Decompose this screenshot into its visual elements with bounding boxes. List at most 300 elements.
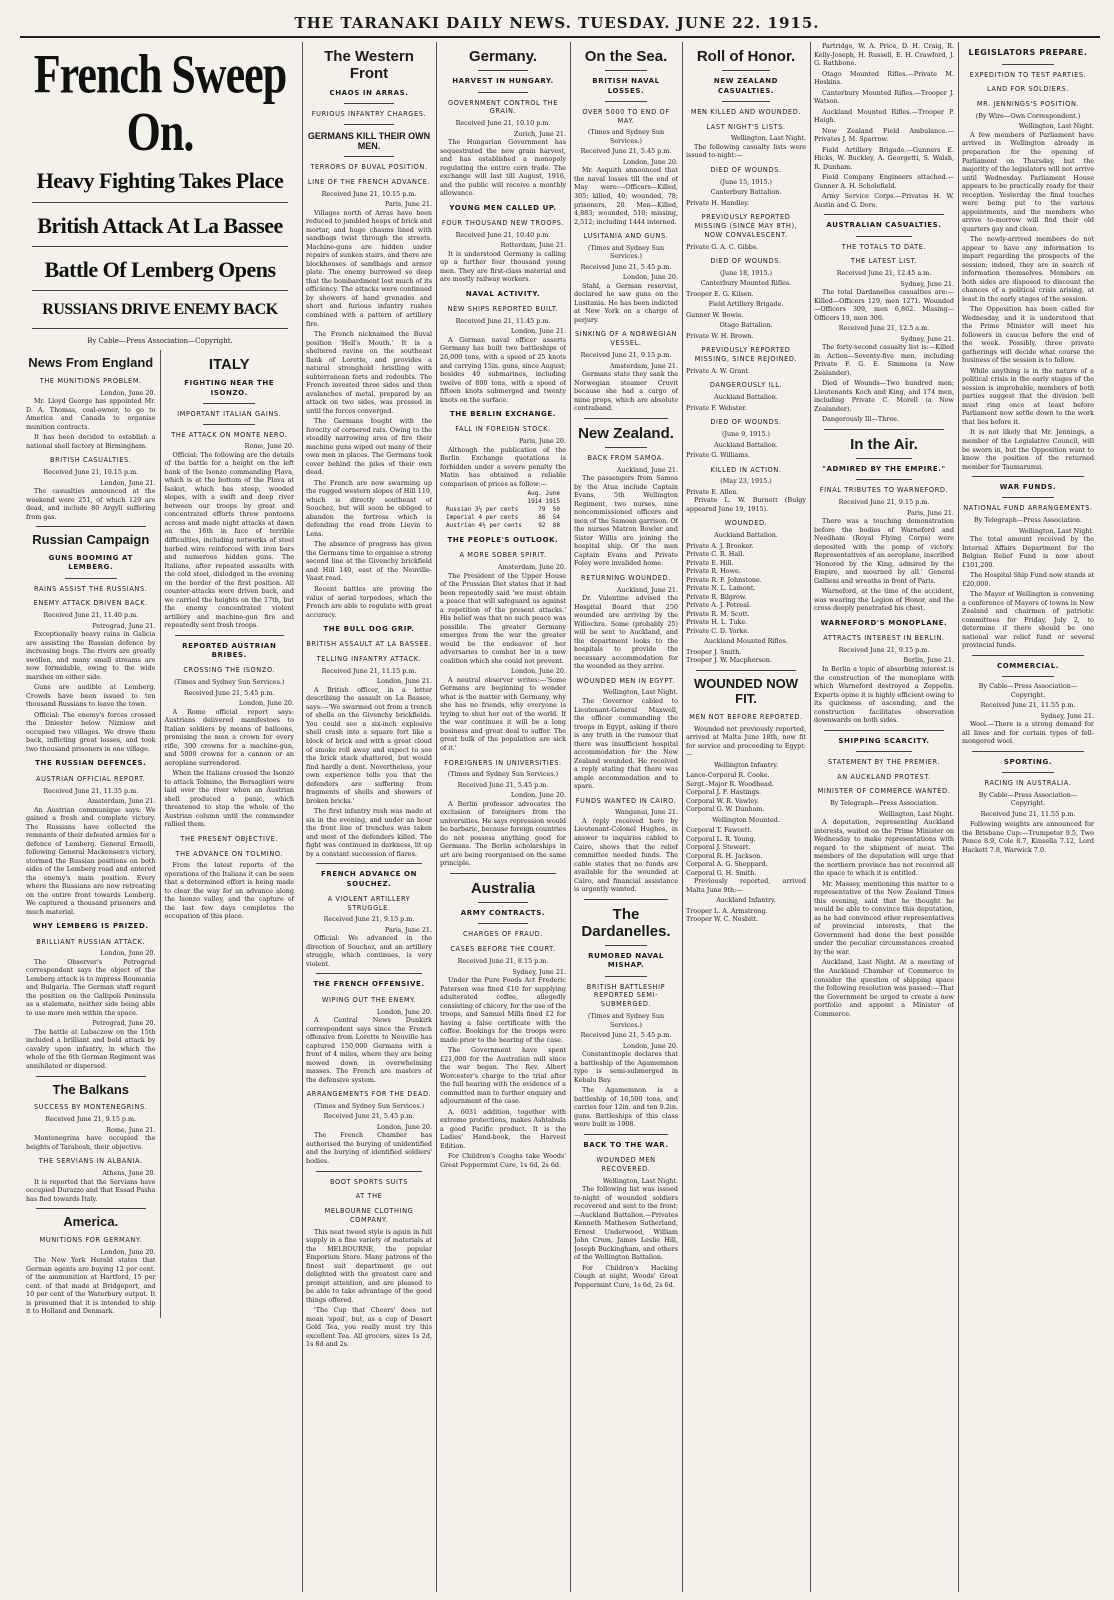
subhead: MEN KILLED AND WOUNDED. [690,107,802,116]
subhead: FRENCH ADVANCE ON SOUCHEZ. [320,870,418,888]
table-cell: 92 [538,522,546,530]
subhead: LEGISLATORS PREPARE. [968,48,1088,57]
table-cell: 1914 [527,498,542,506]
subhead: WAR FUNDS. [999,483,1057,492]
list-item: Trooper J. Smith. [686,647,742,656]
paragraph: It is reported that the Servians have occupied Durazzo and that Essad Pasha has fled towards Italy. [26,1177,156,1203]
subhead: AN AUCKLAND PROTEST. [837,772,931,781]
subhead: SPORTING. [1003,757,1053,766]
paragraph: A reply received here by Lieutenant-Colonel Hughes, in answer to inquiries cabled to Cairo, shows that the relief committee needed funds. The cable states that no funds are available for the wounded at Cairo, and financial assistance is urgently wanted. [574,816,678,894]
section-england: News From England [28,354,154,370]
dateline: Received June 21, 5.45 p.m. [183,688,275,697]
subhead: BRITISH NAVAL LOSSES. [592,77,660,95]
paragraph: A German naval officer asserts Germany has built two battleships of 26,000 tons, with a speed of 25 knots and carrying 15in. guns, since August; besides 40 submarines, including twelve of 800 tons, with a speed of fifteen knots submerged and twenty knots on the surface. [440,335,566,404]
paragraph: The casualties announced at the weekend were 251, of which 129 are dead, and include 80 Argyll suffering from gas. [26,487,156,521]
paragraph: The Agamemnon is a battleship of 16,500 tons, and carries four 12in. and ten 9.2in. guns. Battleships of this class were built in 1908. [574,1086,678,1129]
column-rule [682,42,683,1592]
paragraph: Wounded not previously reported, arrived at Malta June 18th, now fit for service and proceeding to Egypt:— [686,724,806,759]
list-item: Private A. J. Brooker. [686,541,754,550]
list-item: Private H. L. Tuke. [686,618,748,627]
table-cell: 54 [552,514,560,522]
paragraph: A deputation, representing Auckland interests, waited on the Prime Minister on Wednesday to make representations with regard to the shipment of meat. The members of the deputation will urge that the northern province has not received all the space to which it is entitled. [814,818,954,878]
dateline: Received June 21, 12.45 a.m. [836,269,932,278]
subhead: WIPING OUT THE ENEMY. [321,995,417,1004]
paragraph: An Austrian communique says: We gained a fresh and complete victory. The Russians have collected the remnants of their defeated armies for a defence of Lemberg. General Ermolli, following General Mackensen's victory, stormed the Russian positions on both sides of the Lemberg road and entered the enemy's main position. Every where the Russians are now retreating on the entire front towards Lemberg. We captured a thousand prisoners and much material. [26,805,156,916]
paragraph: Stahl, a German reservist, declared he saw guns on the Lusitania. He has been indicted at New York on a charge of perjury. [574,281,678,324]
paragraph: The Observer's Petrograd correspondent says the object of the Lemberg attack is to impress Roumania and Bulgaria. The German staff regard the position on the Gallipoli Peninsula as a stalemate, neither side being able to use more men within the space. [26,957,156,1017]
list-item: Private C. R. Hall. [686,550,745,559]
subhead: TELLING INFANTRY ATTACK. [316,655,422,664]
table-cell: 79 [538,506,546,514]
paragraph: The first infantry rush was made at six in the evening, and under an hour the front line of trenches was taken and most of the defenders killed. The fight was continued in darkness, lit up by a constant succession of flares. [306,807,432,858]
subhead: LAND FOR SOLDIERS. [986,85,1069,94]
subhead: IMPORTANT ITALIAN GAINS. [177,409,282,418]
masthead-rule [20,36,1100,38]
subhead: WHY LEMBERG IS PRIZED. [32,922,149,931]
dateline: Received June 21, 5.45 p.m. [457,780,549,789]
advertisement: For Children's Hacking Cough at night, Woods' Great Peppermint Cure, 1s 6d, 2s 6d. [574,1263,678,1289]
paragraph: Mr. Asquith announced that the naval losses till the end of May were:—Officers—Killed, 305; killed, 40; wounded, 78; prisoners, 20. Men—Killed, 4,883; wounded, 510; missing, 2,512; including 1444 interned. [574,166,678,226]
exchange-table [446,490,560,530]
section-dardanelles: The Dardanelles. [581,905,671,940]
sub-columns [22,350,298,1318]
subhead: RETURNING WOUNDED. [581,573,671,582]
subhead: THE BERLIN EXCHANGE. [449,410,557,419]
dateline: Received June 21, 5.45 p.m. [580,262,672,271]
paragraph: Dr. Valentine advised the Hospital Board that 250 wounded are arriving by the Willochra. Some (probably 25) will be sent to Auckland, and the department looks to the hospitals to provide the necessary accommodation for the wounded as they arrive. [574,594,678,671]
subhead: NATIONAL FUND ARRANGEMENTS. [963,504,1093,513]
dateline: Paris, June 21. [384,925,432,934]
subhead: SINKING OF A NORWEGIAN VESSEL. [575,330,677,348]
paragraph: It is not likely that Mr. Jennings, a member of the Legislative Council, will be sworn in, but the Opposition want to know the position of the returned member for Taumarunui. [962,428,1094,471]
paragraph: The Hospital Ship Fund now stands at £20,000. [962,571,1094,588]
paragraph: New Zealand Field Ambulance.—Privates J. M. Sparrow. [814,126,954,144]
list-item: Private C. D. Yorke. [686,626,750,635]
paragraph: It is understood Germany is calling up a further four thousand young men. They are first-class material and are mostly railway workers. [440,249,566,284]
paragraph: While anything is in the nature of a political crisis in the early stages of the session is improbable, members of both parties suggest that the division bell must ring once at least before Parliament now settle down to the work that lies before it. [962,366,1094,426]
subhead: OVER 5000 TO END OF MAY. [582,107,670,125]
subhead: WOUNDED MEN IN EGYPT. [576,676,676,685]
dateline: Received June 21, 9.15 p.m. [580,350,672,359]
table-row [446,522,560,530]
subhead: DIED OF WOUNDS. [710,418,782,427]
headline: GERMANS KILL THEIR OWN MEN. [307,130,431,151]
subhead: MUNITIONS FOR GERMANY. [39,1236,142,1245]
paragraph: The forty-second casualty list is:—Killed in Action—Seventy-five men, including Private F. G. E. Simmons (a New Zealander). [814,343,954,377]
dateline: Received June 21, 11.15 p.m. [321,666,417,675]
subhead: STATEMENT BY THE PREMIER. [827,757,941,766]
list-item: Private R. M. Scott. [686,609,750,618]
list-item: Private G. Williams. [686,451,750,460]
section-italy: ITALY [208,355,250,373]
dateline: London, June 21. [376,677,432,686]
paragraph: A few members of Parliament have arrived in Wellington already in preparation for the opening of Parliament on Thursday, but the majority of the legislators will not arrive until Wednesday. Parliament House appears to be practically ready for their reception. Yesterday the final touches were being put to the various appointments, and the members who arrive to-morrow will find their old quarters gay and clean. [962,130,1094,233]
paragraph: From the latest reports of the operations of the Italians it can be seen that a determined effort is being made to clear the way for an advance along the Isonzo valley, and the capture of the last few days completes the occupation of this place. [164,861,294,921]
list-item: Wellington Infantry. [713,760,779,769]
paragraph: Field Company Engineers attached.—Gunner A. H. Scholefield. [814,173,954,190]
dateline: Paris, June 21. [906,508,954,517]
list-item: Private A. J. Petreal. [686,601,752,610]
subhead: THE BULL DOG GRIP. [323,625,415,634]
headline-la-bassee: British Attack At La Bassee [37,212,283,238]
table-cell: 86 [538,514,546,522]
paragraph: Otago Mounted Rifles.—Private M. Hoskins. [814,69,954,87]
paragraph: Under the Pure Foods Act Frederic Paterson was fined £10 for supplying adulterated coffee, allegedly consisting of chicory, for the use of the troops, and Samuel Mills fined £2 for having a false certificate with the coffee. Bookings for the troops were made prior to the hearing of the case. [440,976,566,1044]
subhead: MELBOURNE CLOTHING COMPANY. [324,1207,414,1224]
subhead: LAST NIGHT'S LISTS. [706,122,786,131]
section-balkans: The Balkans [52,1081,130,1097]
paragraph: Official: The enemy's forces crossed the Dniester below Nizniow and occupied two villages. We drove them back, inflicting great losses, and took two thousand prisoners in one village. [26,710,156,753]
list-item: Private N. L. Lamont. [686,584,756,593]
subhead: CHARGES OF FRAUD. [462,930,544,939]
paragraph: The Germans fought with the ferocity of cornered rats. Owing to the steadily narrowing area of fire their machine guns wiped out many of their own men in places. The Germans took cover behind the piles of their own dead. [306,417,432,477]
subhead: DIED OF WOUNDS. [710,165,782,174]
subhead: ARRANGEMENTS FOR THE DEAD. [306,1090,432,1099]
section-in-the-air: In the Air. [850,435,918,453]
headline-russians: RUSSIANS DRIVE ENEMY BACK [42,301,278,319]
paragraph: Constantinople declares that a battleship of the Agamemnon type is semi-submerged in Kebalu Bay. [574,1050,678,1084]
paragraph: A Berlin professor advocates the exclusion of foreigners from the universities. He says repression would be barbaric, because foreign countries do not possess anything good for Germans. The Berlin scholarships in art are being reorganised on the same principle. [440,799,566,868]
list-item: Private R. Howe. [686,567,741,576]
dateline: Received June 21, 5.45 p.m. [580,1031,672,1040]
dateline: Received June 21, 10.10 p.m. [455,119,551,128]
dateline: London, June 20. [510,791,566,800]
list-item: Lance-Corporal R. Cooke. [686,771,770,780]
dateline: Wanganui, June 21. [615,808,678,817]
paragraph: A British officer, in a letter describing the assault on La Bassee, says:—'We swarmed out from a trench of shells on the Givenchy brickfields. You could see a six-inch explosive shell crash into a square fort like a block of brick and with a great cloud of smoke roll away and expect to see the brick stack shattered, but would find hardly a dent. Nevertheless, your own experience tells you that the defenders are suffering from fragments of shells and showers of broken bricks.' [306,685,432,805]
section-australia: Australia [470,879,536,897]
dateline: Rome, June 21. [106,1125,156,1134]
paragraph: The Mayor of Wellington is convening a conference of Mayors of towns in New Zealand and chairmen of patriotic committees for Friday, July 2, to determine if there should be one national war relief fund or several provincial funds. [962,590,1094,650]
paragraph: The French nicknamed the Buval position 'Hell's Mouth.' It is a sheltered ravine on the southeast flank of Lorette, and provides a natural stronghold bristling with subterranean forts and redoubts. The French invested three sides and then avalanches of metal, prepared by an attack on two sides, was pressed in until the forces converged. [306,330,432,415]
dateline: London, June 21. [100,478,156,487]
paragraph: Recent battles are proving the value of aerial torpedoes, which the French are able to regulate with great accuracy. [306,584,432,619]
dateline: Received June 21, 9.15 p.m. [323,915,415,924]
list-item: Auckland Mounted Rifles. [704,637,788,646]
dateline: Received June 21, 9.15 p.m. [45,1115,137,1124]
table-cell: Austrian 4½ per cents [446,522,522,530]
subhead: DANGEROUSLY ILL. [709,381,783,390]
subhead: CASES BEFORE THE COURT. [450,945,556,954]
dateline: Wellington, Last Night. [602,688,678,697]
paragraph: The following list was issued to-night of wounded soldiers recovered and sent to the front:—Auckland Battalion.—Privates Kenneth Matheson Sutherland, Ernest Underwood, William John Crum, James Leslie Hill, Joseph Buckingham, and others of the Wellington Battalion. [574,1185,678,1262]
dateline: Athens, June 20. [102,1169,156,1178]
paragraph: A neutral observer writes:—'Some Germans are beginning to wonder what is the matter with Germany, why she has no friends, why everyone is trying to shut her out of the world. If the war continues it will be a long business and great deal to suffer. The great bulk of the population are sick of it.' [440,675,566,752]
paragraph: Dangerously Ill—Three. [822,415,899,424]
advertisement: For Children's Coughs take Woods' Great Peppermint Cure, 1s 6d, 2s 6d. [440,1152,566,1169]
subhead: RUMORED NAVAL MISHAP. [588,952,664,970]
subhead: GOVERNMENT CONTROL THE GRAIN. [448,98,558,116]
dateline: (Times and Sydney Sun Services.) [587,243,665,261]
dateline: By Telegraph—Press Association. [829,799,939,808]
dateline: Auckland, June 21. [616,465,678,474]
list-item: Corporal L. R. Young. [686,834,756,843]
subhead: DIED OF WOUNDS. [710,257,782,266]
paragraph: The total Dardanelles casualties are:—Killed—Officers 129, men 1271. Wounded—Officers 309, men 6,862. Missing—Officers 19, men 306. [814,288,954,322]
list-item: Corporal T. Fawcett. [686,826,752,835]
subhead: COMMERCIAL. [996,661,1060,670]
subhead: WARNEFORD'S MONOPLANE. [820,618,948,627]
dateline: Received June 21, 12.5 a.m. [838,324,930,333]
list-item: Auckland Infantry. [716,896,776,905]
subhead: FOUR THOUSAND NEW TROOPS. [441,219,565,228]
subhead: WOUNDED MEN RECOVERED. [596,1155,656,1173]
subhead: CROSSING THE ISONZO. [183,666,276,675]
dateline: By Cable—Press Association—Copyright. [978,682,1078,699]
paragraph: Partridge, W. A. Price, D. H. Craig, R. Kelly-Joseph, H. Russell, E. H. Crawford, J. G. Rathbone. [814,42,954,68]
dateline: Received June 21, 9.15 p.m. [838,645,930,654]
list-item: Corporal R. H. Jackson. [686,851,763,860]
dateline: Amsterdam, June 21. [87,797,156,806]
paragraph: Guns are audible at Lemberg. Crowds have been issued to ten thousand Russians to leave the town. [26,683,156,709]
paragraph: The passengers from Samoa by the Atua include Captain Evans, 5th Wellington Regiment, two nurses, nine noncommissioned officers and men of the Samoan garrison. Of the nurses Matron Bowler and Sister Willis are joining the hospital ship. Of the men Captain Evans and Private Foley were invalided home. [574,474,678,568]
paragraph: The newly-arrived members do not appear to have any information to impart regarding the prospects of the session; indeed, they are in search of information themselves. Members on both sides are disposed to discount the chances of a political crisis arising, at least in the early stages of the session. [962,235,1094,303]
list-item: Corporal A. G. Sheppard. [686,860,768,869]
paragraph: The total amount received by the Internal Affairs Department for the Belgian Relief Fund is now about £101,200. [962,535,1094,569]
sub-column-right [160,350,299,1318]
dateline: London, June 20. [376,1007,432,1016]
list-item: Wellington Mounted. [712,815,780,824]
headline-main: French Sweep On. [33,43,287,163]
paragraph: Official: The following are the details of the battle for a height on the left bank of the Isonzo commanding Plava, which is at the bottom of the Plava at Isakut, which has steep, wooded slopes, with a swift and deep river between our troops by great and concentrated efforts threw pontoons across and made night attacks at dawn on the 16th in face of terrible difficulties, including networks of steel barbed wire reinforced with iron bars and numerous hidden guns. The Italians, after repeated assaults with the cold steel, dislodged in the evening on the border of the first position. All counter-attacks were driven back, and we carried the heights on the 17th, but the enemy concentrated violent artillery and machine-gun fire and repeatedly sent fresh troops. [164,450,294,630]
list-item: Trooper L. A. Armstrong. [686,906,768,915]
paragraph: Previously reported, arrived Malta June 9th:— [686,877,806,894]
paragraph: The absence of progress has given the Germans time to organise a strong second line at the Givenchy brickfield and Hill 140, east of the Neuville-Vaast road. [306,540,432,583]
paragraph: Official: We advanced in the direction of Souchez, and an artillery struggle, which continues, is very violent. [306,934,432,968]
dateline: Sydney, June 21. [900,334,954,343]
subhead: "ADMIRED BY THE EMPIRE." [822,465,946,474]
subhead: AUSTRIAN OFFICIAL REPORT. [35,774,146,783]
list-item: Auckland Battalion. [714,440,778,449]
paragraph: Villages north of Arras have been reduced to jumbled heaps of brick and mortar, and huge chasms lined with sandbags twist through the streets. Machine-guns are hidden under repairs of sunken stairs, and there are blockhouses of sandbags and armor plate. The enemy burrowed so deep that the bombardment lost much of its efficiency. The attacks were continued by showers of hand grenades and short and furious infantry rushes combined with a pattern of artillery fire. [306,208,432,328]
dateline: London, June 20. [622,273,678,282]
subhead: KILLED IN ACTION. [710,465,782,474]
headline-heavy-fighting: Heavy Fighting Takes Place [36,168,284,194]
subhead: THE RUSSIAN DEFENCES. [35,759,147,768]
subhead: CHAOS IN ARRAS. [329,88,409,97]
table-cell: 1915 [545,498,560,506]
section-germany: Germany. [468,48,538,65]
subhead: WOUNDED. [724,519,768,528]
subhead: FIGHTING NEAR THE ISONZO. [184,379,275,397]
subhead: ENEMY ATTACK DRIVEN BACK. [33,599,148,608]
section-western-front: The Western Front [324,48,414,83]
column-legislators [962,42,1094,1592]
dateline: Amsterdam, June 20. [497,563,566,572]
dateline: Sydney, June 21. [1040,711,1094,720]
dateline: London, June 20. [622,157,678,166]
subhead: LUSITANIA AND GUNS. [583,232,669,241]
subhead: FUNDS WANTED IN CAIRO. [575,796,677,805]
list-item: Private R. Bilgrow. [686,592,747,601]
subhead: GUNS BOOMING AT LEMBERG. [48,554,133,572]
subhead: BOOT SPORTS SUITS [329,1177,409,1186]
paragraph: Mr. Lloyd George has appointed Mr. D. A. Thomas, coal-owner, to go to America and Canada to organise munition contracts. [26,397,156,431]
list-item: Private R. F. Johnstone. [686,575,762,584]
subhead: NAVAL ACTIVITY. [465,289,541,298]
dateline: Wellington, Last Night. [602,1176,678,1185]
subhead: THE LATEST LIST. [850,257,918,266]
subhead: SUCCESS BY MONTENEGRINS. [34,1103,148,1112]
list-item: (June 9, 1915.) [721,430,771,439]
dateline: (Times and Sydney Sun Services.) [587,1011,665,1029]
dateline: Received June 21, 10.15 p.m. [43,468,139,477]
table-row [446,514,560,522]
paragraph: It has been decided to establish a national shell factory at Birmingham. [26,433,156,450]
subhead: THE ATTACK ON MONTE NERO. [171,430,288,439]
dateline: London, June 20. [238,699,294,708]
list-item: Corporal G. W. Dunham. [686,805,765,814]
dateline: Petrograd, June 21. [92,621,156,630]
subhead: BRILLIANT RUSSIAN ATTACK. [36,937,146,946]
paragraph: When the Italians crossed the Isonzo to attack Tolmino, the Bersaglieri were laid over the river when an Austrian shell produced a panic, which threatened to stop the whole of the Austrian column until the commander rallied them. [164,769,294,829]
table-cell: 50 [552,506,560,514]
subhead: MEN NOT BEFORE REPORTED. [689,712,803,721]
paragraph: Wool.—There is a strong demand for all lines and for certain types of fell-mongered wool. [962,720,1094,746]
paragraph: A. 6031 addition, together with extreme protections, makes Ashtabula a good Pacific product. It is the Ladies' Hand-book, the Harvest Edition. [440,1107,566,1150]
list-item: Corporal G. H. Smith. [686,868,757,877]
paragraph: Mr. Massey, mentioning this matter to a representative of the New Zealand Times this evening, said that he thought he would be able to convince this deputation, as he had convinced other representatives of provincial interests, that the Government had done the best possible under the peculiar circumstances created by the war. [814,879,954,956]
subhead: THE FRENCH OFFENSIVE. [313,980,425,989]
section-wounded-now-fit: WOUNDED NOW FIT. [694,675,798,706]
dateline: Zurich, June 21. [513,129,566,138]
column-western-front [306,42,432,1592]
dateline: London, June 20. [100,949,156,958]
dateline: Wellington, Last Night. [878,809,954,818]
dateline: London, June 20. [376,1122,432,1131]
paragraph: Although the publication of the Berlin Exchange quotations is forbidden under a severe penalty the Matin has obtained a reliable comparison of prices as follow:— [440,445,566,488]
section-russian-campaign: Russian Campaign [32,532,150,548]
paragraph: Germans state they sank the Norwegian steamer Cruvit because she had a cargo of mine props, which are absolute contraband. [574,370,678,413]
paragraph: The French are now swarming up the rugged western slopes of Hill 119, which is directly southeast of Souchez, but will soon be obliged to abandon the fortress which is defending the road from Lievin to Lens. [306,478,432,538]
list-item: Auckland Battalion. [714,393,778,402]
subhead: PREVIOUSLY REPORTED MISSING, SINCE REJOINED. [694,346,798,364]
masthead: THE TARANAKI DAILY NEWS. TUESDAY. JUNE 22. 1915. [294,14,820,32]
list-item: Otago Battalion. [719,321,773,330]
subhead: AUSTRALIAN CASUALTIES. [826,221,942,230]
list-item: Trooper W. C. Nesbitt. [686,915,759,924]
list-item: Gunner W. Bowie. [686,310,744,319]
subhead: NEW SHIPS REPORTED BUILT. [447,305,559,314]
section-new-zealand: New Zealand. [578,424,674,442]
subhead: A VIOLENT ARTILLERY STRUGGLE. [327,894,411,912]
section-roll-of-honor: Roll of Honor. [696,48,796,65]
subhead: THE PEOPLE'S OUTLOOK. [447,536,559,545]
subhead: EXPEDITION TO TEST PARTIES. [969,70,1087,79]
column-rule [958,42,959,1592]
column-on-the-sea [574,42,678,1592]
paragraph: Auckland Mounted Rifles.—Trooper P. Haigh. [814,107,954,125]
list-item: (May 23, 1915.) [720,477,772,486]
paragraph: Canterbury Mounted Rifles.—Trooper J. Watson. [814,88,954,106]
table-row [446,506,560,514]
paragraph: Private L. W. Burnett (Bulgy appeared June 19, 1915). [686,496,806,513]
dateline: London, June 21. [510,327,566,336]
column-rule [810,42,811,1592]
subhead: AT THE [355,1192,383,1201]
paragraph: A Central News Dunkirk correspondent says since the French offensive from Lorette to Neuville has captured 150,000 Germans with a front of 4 miles, where they are being mowed down in overwhelming masses. The French are masters of the defensive system. [306,1016,432,1084]
paragraph: The Government have spent £21,000 for the Australian mill since the war began. The Rev. Albert Worcester's charge to the trial after the full hearing with the evidence of a committed man to further enquiry and adjournment of the case. [440,1046,566,1106]
table-cell: 88 [552,522,560,530]
subhead: MINISTER OF COMMERCE WANTED. [817,787,951,796]
subhead: A MORE SOBER SPIRIT. [459,551,547,560]
dateline: Wellington, Last Night. [730,134,806,143]
list-item: Trooper J. W. Macpherson. [686,656,772,665]
column-main-headline [22,42,298,1592]
dateline: Received June 21, 10.15 p.m. [321,189,417,198]
byline: By Cable—Press Association—Copyright. [87,336,233,345]
paragraph: The Governor cabled to Lieutenant-General Maxwell, the officer commanding the troops in Egypt, asking if there is any truth in the rumour that there was insufficient hospital accommodation for the New Zealand wounded. He received a reply stating that there was ample accommodation and to spare. [574,697,678,791]
dateline: Paris, June 20. [518,437,566,446]
paragraph: The Hungarian Government has sequestrated the new grain harvest, and has established a monopoly regulating the entire corn trade. The exchange will last till August, 1916, and the public will receive a monthly allowance. [440,138,566,198]
list-item: Private W. H. Brown. [686,331,754,340]
list-item: (June 15, 1915.) [719,177,773,186]
subhead: BRITISH CASUALTIES. [50,456,132,465]
sub-column-left [22,350,160,1318]
paragraph: The battle at Lubaczow on the 15th included a brilliant and bold attack by cavalry upon infantry, in which the whole of the 6th German Regiment was annihilated or dispersed. [26,1027,156,1070]
paragraph: Died of Wounds—Two hundred men; Lieutenants Koch and King, and 174 men, including Private C. Morell (a New Zealander). [814,379,954,413]
column-rule [436,42,437,1592]
list-item: Private G. A. C. Gibbs. [686,242,759,251]
dateline: Received June 21, 11.55 p.m. [980,809,1076,818]
dateline: London, June 20. [622,1041,678,1050]
dateline: Sydney, June 21. [512,967,566,976]
subhead: REPORTED AUSTRIAN BRIBES. [182,641,277,659]
paragraph: The President of the Upper House of the Prussian Diet states that it had been repeatedly said 'we must obtain a peace that will safeguard us against a repetition of the present attacks.' His belief was that no such peace was possible. The greater Germany emerges from the war the greater would be the endeavor of her adversaries to combat her in a new coalition which she could not prevent. [440,571,566,665]
dateline: Berlin, June 21. [903,656,954,665]
list-item: Field Artillery Brigade. [708,300,784,309]
subhead: THE TOTALS TO DATE. [841,242,927,251]
dateline: (Times and Sydney Sun Services.) [174,678,285,687]
list-item: Corporal J. F. Hastings. [686,788,762,797]
dateline: Rotterdam, June 21. [500,241,566,250]
dateline: Received June 21, 11.45 p.m. [455,316,551,325]
paragraph: There was a touching demonstration before the bodies of Warneford and Needham (Royal Flying Corps) were deposited with the pomp of victory. Representatives of an aeroplane, inscribed 'Honored by the King, admired by the Empire, and mourned by all.' General Gallieni and wreaths in front of Paris. [814,517,954,585]
subhead: PREVIOUSLY REPORTED MISSING (SINCE MAY 8TH), NOW CONVALESCENT. [694,213,798,239]
list-item: Corporal J. Stewart. [686,843,751,852]
paragraph: Exceptionally heavy rains in Galicia are assisting the Russian defence by increasing bogs. The rivers are greatly swollen, and many small streams are now formidable, owing to the wide marshes on either side. [26,630,156,681]
dateline: Received June 21, 5.45 p.m. [323,1112,415,1121]
subhead: RAINS ASSIST THE RUSSIANS. [34,584,148,593]
dateline: Received June 21, 10.40 p.m. [455,230,551,239]
subhead: SHIPPING SCARCITY. [838,736,930,745]
dateline: London, June 20. [100,388,156,397]
paragraph: The French Chamber has authorised the burying of unidentified and the burying of identified soldiers' bodies. [306,1131,432,1165]
subhead: ARMY CONTRACTS. [460,909,546,918]
list-item: Private F. Webster. [686,403,747,412]
paragraph: In Berlin a topic of absorbing interest is the construction of the monoplane with which Warneford destroyed a Zeppelin. Experts opine it is highly efficient owing to its quickness of ascending, and the construction facilitates observation downwards on both sides. [814,664,954,725]
table-cell: June [545,490,560,498]
dateline: Amsterdam, June 21. [609,361,678,370]
paragraph: Army Service Corps.—Privates H. W. Austin and G. Dore. [814,192,954,209]
subhead: THE SERVIANS IN ALBANIA. [38,1157,143,1166]
column-rule [570,42,571,1592]
table-header [446,490,560,498]
subhead: BRITISH BATTLESHIP REPORTED SEMI-SUBMERGED. [586,982,666,1009]
list-item: Sergt.-Major R. Woodhead. [686,779,774,788]
table-cell: Russian 3½ per cents [446,506,519,514]
dateline: (Times and Sydney Sun Services.) [587,128,665,145]
list-item: Corporal W. R. Vawley. [686,796,759,805]
list-item: Canterbury Battalion. [710,188,782,197]
list-item: Trooper E. G. Kilsen. [686,289,754,298]
list-item: Private A. W. Grant. [686,366,751,375]
paragraph: Following weights are announced for the Brisbane Cup:—Trumpeter 9.5, Two Pence 8.9, Cole 8.7, Kinsella 7.12, Lord Hackett 7.8, Warwick 7.0. [962,820,1094,854]
dateline: London, June 20. [510,667,566,676]
dateline: By Telegraph—Press Association. [973,516,1083,525]
paragraph: Auckland, Last Night. At a meeting of the Auckland Chamber of Commerce to consider the question of shipping space the following resolution was passed:—That the Government be urged to create a new portfolio and appoint a Minister of Commerce. [814,958,954,1018]
dateline: Wellington, Last Night. [1018,122,1094,131]
